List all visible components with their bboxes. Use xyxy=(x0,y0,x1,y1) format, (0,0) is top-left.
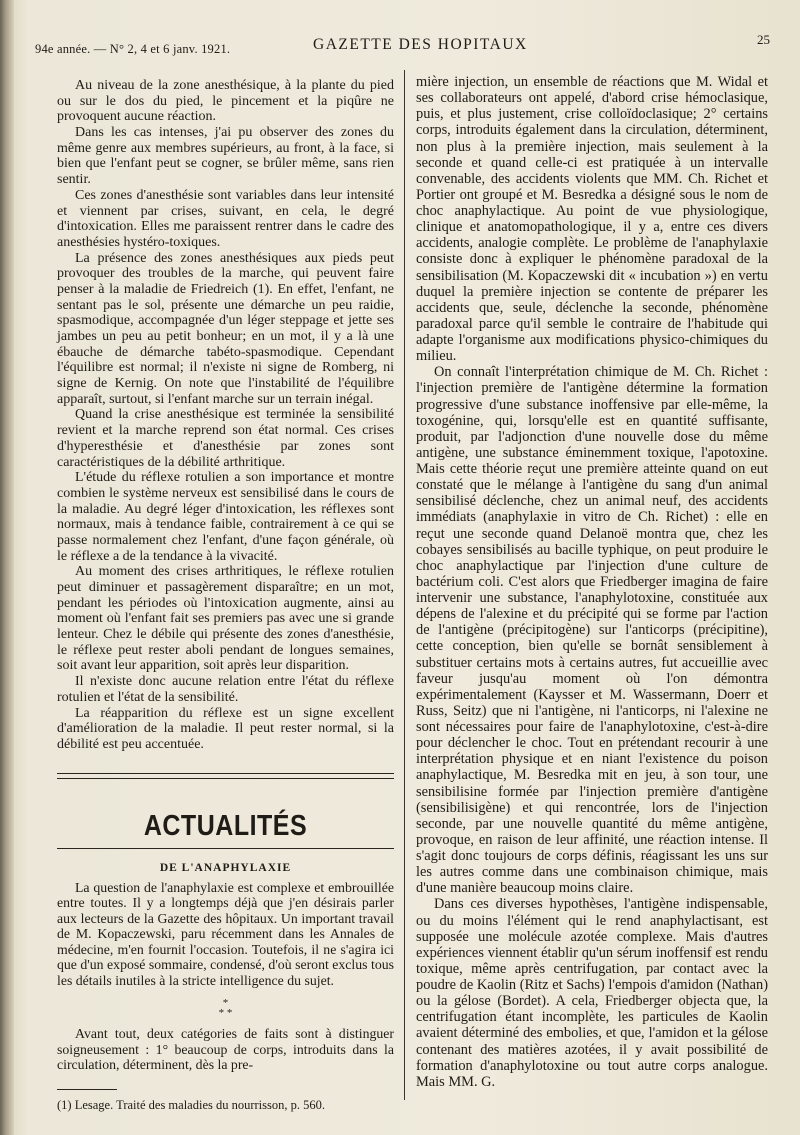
paragraph: Dans les cas intenses, j'ai pu observer des zones du même genre aux membres supérieurs, au front, à la face, si bien que l'enfant peut se cogner, se brûler même, sans rien sentir. xyxy=(57,125,394,188)
page-header xyxy=(35,32,770,58)
paragraph: On connaît l'interprétation chimique de M. Ch. Richet : l'injection première de l'antigène détermine la formation progressive d'une substance inoffensive par elle-même, la toxogénine, qui, lorsqu'elle est en quantité suffisante, produit, par l'adjonction d'une nouvelle dose du même antigène, une substance éminemment toxique, l'apotoxine. Mais cette théorie reçut une première atteinte quand on eut constaté que le mélange à l'antigène du sang d'un animal sensibilisé déclenche, chez un animal neuf, des accidents immédiats (anaphylaxie in vitro de Ch. Richet) : elle en reçut une seconde quand Delanoë montra que, chez les cobayes sensibilisés au bacille typhique, on peut produire le choc anaphylactique par l'injection d'une culture de bactérium coli. C'est alors que Friedberger imagina de faire intervenir une substance, l'anaphylotoxine, constituée aux dépens de l'alexine et du précipité qui se forme par l'action de l'antigène (précipitogène) sur l'anticorps (précipitine), cette conception, bien qu'elle se bornât sensiblement à substituer certains mots à certains autres, fut accueillie avec faveur jusqu'au moment où l'on démontra expérimentalement (Kaysser et M. Wassermann, Doerr et Russ, Seitz) que ni l'antigène, ni l'anticorps, ni l'alexine ne sont nécessaires pour faire de l'anaphylotoxine, c'est-à-dire pour déclencher le choc. Tout en prétendant recourir à une interprétation physique et en niant l'existence du poison anaphylactique, M. Besredka mit en jeu, à son tour, une sensibilisine formée par l'injection première d'antigène (sensibilisigène) et qui rencontrée, lors de l'injection seconde, par une nouvelle quantité du même antigène, provoque, en raison de leur affinité, une réaction intense. Il s'agit donc toujours de corps définis, réagissant les uns sur les autres comme dans une combinaison chimique, mais d'une manière beaucoup moins claire. xyxy=(416,364,768,897)
paragraph: La question de l'anaphylaxie est complexe et embrouillée entre toutes. Il y a longtemps déjà que j'en désirais parler aux lecteurs de la Gazette des hôpitaux. Un important travail de M. Kopaczewski, paru récemment dans les Annales de médecine, m'en fournit l'occasion. Toutefois, il ne s'agira ici que d'un exposé sommaire, condensé, d'où seront exclus tous les détails inutiles à la stricte intelligence du sujet. xyxy=(57,880,394,988)
paragraph: Ces zones d'anesthésie sont variables dans leur intensité et viennent par crises, suivant, en cela, le degré d'intoxication. Elles me paraissent rentrer dans le cadre des anesthésies hystéro-toxiques. xyxy=(57,187,394,250)
asterism-divider: * * * xyxy=(218,997,233,1020)
rule-divider xyxy=(57,848,394,849)
paragraph: Il n'existe donc aucune relation entre l'état du réflexe rotulien et l'état de la sensibilité. xyxy=(57,674,394,705)
page-number: 25 xyxy=(757,32,770,47)
paragraph: L'étude du réflexe rotulien a son importance et montre combien le système nerveux est sensibilisé dans le cours de la maladie. Au degré léger d'intoxication, les réflexes sont normaux, mais à tendance faible, contrairement à ce qui se passe normalement chez l'enfant, d'une façon générale, où le réflexe a de la tendance à la vivacité. xyxy=(57,470,394,564)
section-title: ACTUALITÉS xyxy=(143,809,308,843)
footnote: (1) Lesage. Traité des maladies du nourrisson, p. 560. xyxy=(57,1098,326,1112)
journal-title: GAZETTE DES HOPITAUX xyxy=(313,36,528,53)
paragraph: mière injection, un ensemble de réactions que M. Widal et ses collaborateurs ont appelé, d'abord crise hémoclasique, puis, et plus justement, crise colloïdoclasique; 2° certains corps, introduits également dans la circulation, déterminent, non plus à la première injection, mais seulement à la seconde et quand celle-ci est pratiquée à un intervalle convenable, des accidents violents que MM. Ch. Richet et Portier ont groupé et M. Besredka a désigné sous le nom de choc anaphylactique. Au point de vue physiologique, clinique et anatomopathologique, il y a, entre ces divers accidents, analogie complète. Le problème de l'anaphylaxie consiste donc à expliquer le phénomène paradoxal de la sensibilisation (M. Kopaczewski dit « incubation ») en vertu duquel la première injection se contente de préparer les accidents que, seule, déclenche la seconde, phénomène paradoxal parce qu'il semble le contraire de l'habitude qui adapte l'organisme aux modifications physico-chimiques du milieu. xyxy=(416,74,768,365)
paragraph: Au moment des crises arthritiques, le réflexe rotulien peut diminuer et passagèrement disparaître; en un mot, pendant les périodes où l'intoxication augmente, ainsi au moment où l'enfant fait ses premiers pas avec une si grande lenteur. Chez le débile qui présente des zones d'anesthésie, le réflexe peut rester aboli pendant de longues semaines, soit avant leur apparition, soit après leur disparition. xyxy=(57,564,394,674)
paragraph: Avant tout, deux catégories de faits sont à distinguer soigneusement : 1° beaucoup de corps, introduits dans la circulation, déterminent, dès la pre- xyxy=(57,1026,394,1073)
subsection-title: DE L'ANAPHYLAXIE xyxy=(159,862,292,874)
paragraph: La présence des zones anesthésiques aux pieds peut provoquer des troubles de la marche, qui peuvent faire penser à la maladie de Friedreich (1). En effet, l'enfant, ne sentant pas le sol, présente une démarche un peu raidie, spasmodique, accompagnée d'un léger steppage et jette ses jambes un peu au petit bonheur; en un mot, il y a là une ébauche de démarche tabéto-spasmodique. Cependant l'équilibre est normal; il n'existe ni signe de Romberg, ni signe de Kernig. On note que l'instabilité de l'équilibre apparaît, surtout, si l'enfant marche sur un terrain inégal. xyxy=(57,250,394,407)
footnote-rule xyxy=(57,1089,117,1090)
issue-info: 94e année. — N° 2, 4 et 6 janv. 1921. xyxy=(35,42,231,56)
paragraph: La réapparition du réflexe est un signe excellent d'amélioration de la maladie. Il peut rester normal, si la débilité est peu accentuée. xyxy=(57,705,394,752)
paragraph: Au niveau de la zone anesthésique, à la plante du pied ou sur le dos du pied, le pincement et la piqûre ne provoquent aucune réaction. xyxy=(57,78,394,125)
paragraph: Dans ces diverses hypothèses, l'antigène indispensable, ou du moins l'élément qui le rend anaphylactisant, est supposée une molécule azotée complexe. Mais d'autres expériences viennent établir qu'un sérum inoffensif est rendu toxique, même après centrifugation, par contact avec la poudre de Kaolin (Ritz et Sachs) l'empois d'amidon (Nathan) ou la gélose (Bordet). A cela, Friedberger objecta que, la centrifugation étant incomplète, les particules de Kaolin avaient déterminé des embolies, et que, l'amidon et la gélose contenant des matières azotées, il y avait possibilité de formation d'anaphylotoxine ou tout autre corps analogue. Mais MM. G. xyxy=(416,896,768,1090)
left-column xyxy=(57,78,394,753)
left-column-article xyxy=(57,880,394,1073)
right-column xyxy=(416,74,768,1090)
page-binding-edge xyxy=(0,0,14,1135)
paragraph: Quand la crise anesthésique est terminée la sensibilité revient et la marche reprend son état normal. Ces crises d'hyperesthésie et d'anesthésie par zones sont caractéristiques de la débilité arthritique. xyxy=(57,407,394,470)
column-rule xyxy=(404,70,405,1100)
double-rule-divider xyxy=(57,773,394,779)
